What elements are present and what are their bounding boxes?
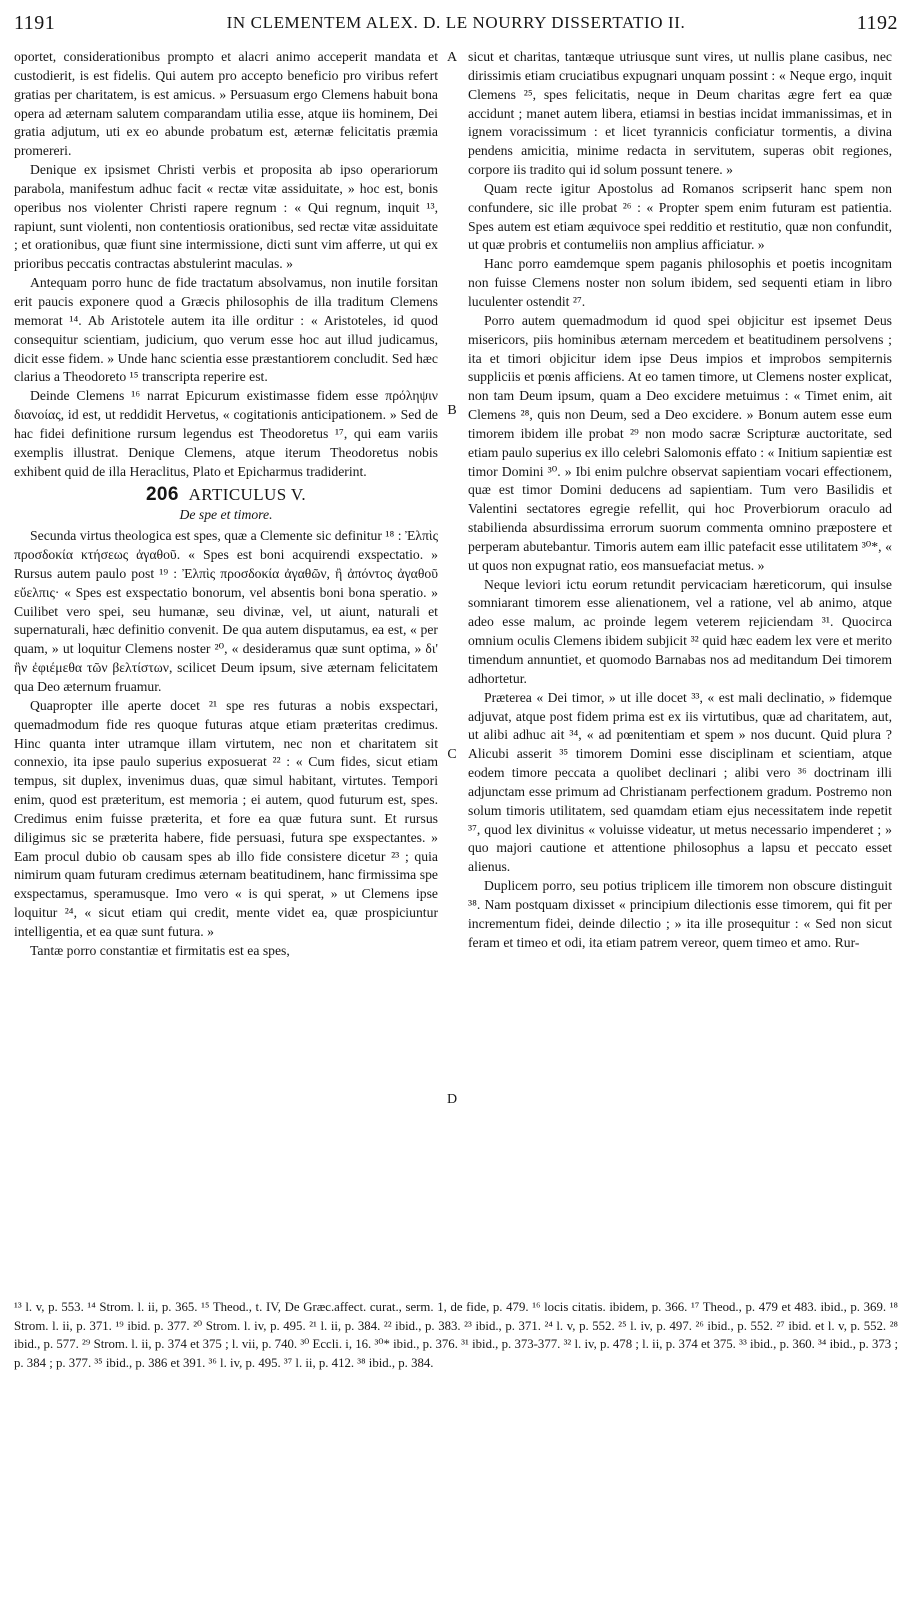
article-subtitle: De spe et timore.: [179, 507, 273, 523]
paragraph: sicut et charitas, tantæque utriusque sunt vires, ut nullis plane casibus, nec dirissimis etiam cruciatibus expugnari unquam possint : « Neque ergo, inquit Clemens ²⁵, spes felicitatis, neque in Deum charitas ægre fert ea quæ accidunt ; manet autem libera, etiamsi in bestias incidat immanissimas, et in ignem voracissimum : et licet tyrannicis conficiatur tormentis, a divina pendens amicitia, minime redacta in servitutem, superas obit regiones, corpore iis tradito qui id solum possunt tenere. »: [468, 49, 892, 178]
margin-letter-b: B: [447, 403, 457, 418]
paragraph: Duplicem porro, seu potius triplicem ille timorem non obscure distinguit ³⁸. Nam postquam dixisset « principium dilectionis esse timorem, qui fit per incrementum fidei, deinde dilectio ; » ita ille prosequitur : « Sed non sicut feram et timeo et odi, ita etiam patrem vereor, quem timeo et amo. Rur-: [468, 878, 892, 950]
paragraph: Neque leviori ictu eorum retundit pervicaciam hæreticorum, qui insulse somniarant timorem esse alienationem, vel a ratione, vel ab animo, atque adeo esse malum, ac proinde legem veterem rejiciendam ³¹. Quocirca omnium oculis Clemens ibidem subjicit ³² quid hæc eadem lex vere et merito timendum annuntiet, et quomodo Barnabas nos ad meditandum Dei timorem adhortetur.: [468, 576, 892, 686]
page-number-right: 1192: [856, 12, 898, 34]
paragraph: Hanc porro eamdemque spem paganis philosophis et poetis incognitam non fuisse Clemens noster non solum ibidem, sed sequenti etiam in libro luculenter ostendit ²⁷.: [468, 256, 892, 309]
paragraph: Denique ex ipsismet Christi verbis et proposita ab ipso operariorum parabola, manifestum adhuc facit « rectæ vitæ assiduitate, » hoc est, bonis operibus nos violenter Christi rapere regnum : « Qui regnum, inquit ¹³, rapiunt, sunt violenti, non contentiosis orationibus, sed rectæ vitæ assiduitate ; et orationibus, quæ fiunt sine intermissione, dicti sunt vim afferre, ut qui ex prioribus peccatis contractas abstulerint maculas. »: [14, 162, 438, 272]
paragraph: oportet, considerationibus prompto et alacri animo acceperit mandata et custodierit, is est fidelis. Qui autem pro accepto beneficio pro viribus refert gratias per charitatem, is est amicus. » Persuasum ergo Clemens habuit bona opera ad æternam salutem comparandam utilia esse, atque iis hominem, Dei gratia adjutum, uti ex eo abunde probatum est, æternæ felicitatis præmia promereri.: [14, 49, 438, 159]
paragraph: Tantæ porro constantiæ et firmitatis est ea spes,: [30, 942, 290, 958]
article-title: ARTICULUS V.: [188, 485, 307, 505]
running-header: [14, 12, 898, 42]
paragraph: Quam recte igitur Apostolus ad Romanos scripserit hanc spem non confundere, sic ille probat ²⁶ : « Propter spem enim futuram est patientia. Spes autem est etiam æquivoce spei redditio et restitutio, quæ non confundit, ut quæ probris et contumeliis non amplius afficiatur. »: [468, 180, 892, 253]
paragraph: Deinde Clemens ¹⁶ narrat Epicurum existimasse fidem esse πρόληψιν διανοίας, id est, ut reddidit Hervetus, « cogitationis anticipationem. » Sed de hac fidei definitione rursum legendus est Theodoretus ¹⁷, qui eam variis exemplis illustrat. Denique Clemens, atque iterum Theodoretus nobis exhibent quid de illa Heraclitus, Plato et Epicharmus tradiderint.: [14, 388, 438, 479]
margin-letter-a: A: [446, 50, 458, 65]
paragraph: Porro autem quemadmodum id quod spei objicitur est ipsemet Deus misericors, piis hominibus æternam mercedem et beatitudinem persolvens ; ita et timori objicitur idem ipse Deus impios et improbos sempiternis suppliciis et pœnis afficiens. At eo tamen timore, ut Clemens noster explicat, non tam Deum ipsum, quam a Deo excidere metuimus : « Timet enim, ait Clemens ²⁸, quis non Deum, sed a Deo excidere. » Bonum autem esse eum timorem ibidem ille probat ²⁹ non modo sacræ Scripturæ auctoritate, sed etiam paulo superius ex illo celebri Salomonis effato : « Initium sapientiæ est timor Domini ³⁰. » Ibi enim pulchre observat sapientiam vocari effectionem, quæ est timor Domini deducens ad sapientiam. Tum vero Basilidis et Valentini sectatores egregie refellit, qui hoc Proverbiorum oraculo ad stabilienda absurdissima errorum suorum commenta omnino præpostere et perperam abutebantur. Timoris autem eam illic patefacit esse utilitatem ³⁰*, « ut quos non expugnat ratio, eos mansuefaciat metus. »: [468, 312, 892, 573]
right-column: [468, 48, 892, 1288]
article-number: 206: [145, 484, 179, 506]
footnotes: ¹³ l. v, p. 553. ¹⁴ Strom. l. ii, p. 365. ¹⁵ Theod., t. IV, De Græc.affect. curat., serm. 1, de fide, p. 479. ¹⁶ locis citatis. ibidem, p. 366. ¹⁷ Theod., p. 479 et 483. ibid., p. 369. ¹⁸ Strom. l. ii, p. 371. ¹⁹ ibid. p. 377. ²⁰ Strom. l. iv, p. 495. ²¹ l. ii, p. 384. ²² ibid., p. 383. ²³ ibid., p. 371. ²⁴ l. v, p. 552. ²⁵ l. iv, p. 497. ²⁶ ibid., p. 552. ²⁷ ibid. et l. v, p. 552. ²⁸ ibid., p. 577. ²⁹ Strom. l. ii, p. 374 et 375 ; l. vii, p. 740. ³⁰ Eccli. i, 16. ³⁰* ibid., p. 376. ³¹ ibid., p. 373-377. ³² l. iv, p. 478 ; l. ii, p. 374 et 375. ³³ ibid., p. 360. ³⁴ ibid., p. 373 ; p. 384 ; p. 377. ³⁵ ibid., p. 386 et 391. ³⁶ l. iv, p. 495. ³⁷ l. ii, p. 412. ³⁸ ibid., p. 384.: [14, 1300, 898, 1370]
margin-letter-c: C: [447, 747, 457, 762]
paragraph: Secunda virtus theologica est spes, quæ a Clemente sic definitur ¹⁸ : Ἐλπὶς προσδοκία κτήσεως ἀγαθοῦ. « Spes est boni acquirendi exspectatio. » Rursus autem paulo post ¹⁹ : Ἐλπὶς προσδοκία ἀγαθῶν, ἢ ἀπόντος ἀγαθοῦ εὔελπις· « Spes est exspectatio bonorum, vel absentis boni bona speratio. » Cuilibet vero spei, seu humanæ, seu divinæ, vel, ut aiunt, naturali et supernaturali, hæc definitio convenit. De qua autem disputamus, ea est, « per quam, » ut loquitur Clemens noster ²⁰, « desideramus quæ sunt optima, » δι' ἣν ἐφιέμεθα τῶν βελτίστων, scilicet Deum ipsum, sive æternam felicitatem qua Deo æternum fruamur.: [14, 528, 438, 694]
left-column: [14, 48, 438, 1288]
margin-letter-d: D: [446, 1092, 458, 1107]
running-title: IN CLEMENTEM ALEX. D. LE NOURRY DISSERTATIO II.: [226, 13, 686, 32]
paragraph: Quapropter ille aperte docet ²¹ spe res futuras a nobis exspectari, quemadmodum fide res quoque futuras atque etiam præteritas credimus. Hinc quanta inter utramque illam virtutem, nec non et charitatem sit connexio, ita ipse paulo superius exposuerat ²² : « Cum fides, sicut etiam tempus, sit duplex, invenimus duas, quæ simul habitant, virtutes. Tempori enim, quod est præteritum, est memoria ; ei autem, quod futurum est, spes. Credimus enim fuisse præterita, et fore ea quæ futura sunt. Et rursus diligimus sic se præterita habere, fide persuasi, futura spe exspectantes. » Eam procul dubio ob causam spes ab illo fide consistere dicetur ²³ ; quia nimirum quam futuram credimus æternam beatitudinem, hanc firmissima spe exspectamus, speramusque. Imo vero « is qui sperat, » ut Clemens ipse loquitur ²⁴, « sicut etiam qui credit, mente videt ea, quæ prospiciuntur intelligentia, et ea quæ sunt futura. »: [14, 697, 438, 939]
page-number-left: 1191: [14, 12, 56, 34]
article-heading: [14, 484, 438, 506]
paragraph: Præterea « Dei timor, » ut ille docet ³³, « est mali declinatio, » fidemque adjuvat, atque post fidem prima est ex iis virtutibus, quæ ad charitatem, aut, ut alibi adhuc ait ³⁴, « ad pœnitentiam et spem » nos ducunt. Quid plura ? Alicubi asserit ³⁵ timorem Domini esse disciplinam et scientiam, atque eodem timore peccata a quolibet declinari ; alibi vero ³⁶ doctrinam illi adjunctam esse primum ad Christianam perfectionem gradum. Postremo non solum timoris utilitatem, sed quamdam etiam ejus necessitatem inde repetit ³⁷, quod lex divinitus « voluisse videatur, ut metus necessario impenderet ; » quo majori cautione et attentione philosophus a lapsu et peccato esset alienus.: [468, 689, 892, 875]
paragraph: Antequam porro hunc de fide tractatum absolvamus, non inutile forsitan erit paucis exponere quod a Græcis philosophis de illa traditum Clemens memorat ¹⁴. Ab Aristotele autem ita ille orditur : « Aristoteles, id quod consequitur scientiam, judicium, quo verum esse hoc aut illud judicamus, dicit esse fidem. » Unde hanc scientia esse præstantiorem concludit. Sed hæc clarius a Theodoreto ¹⁵ transcripta reperire est.: [14, 275, 438, 385]
